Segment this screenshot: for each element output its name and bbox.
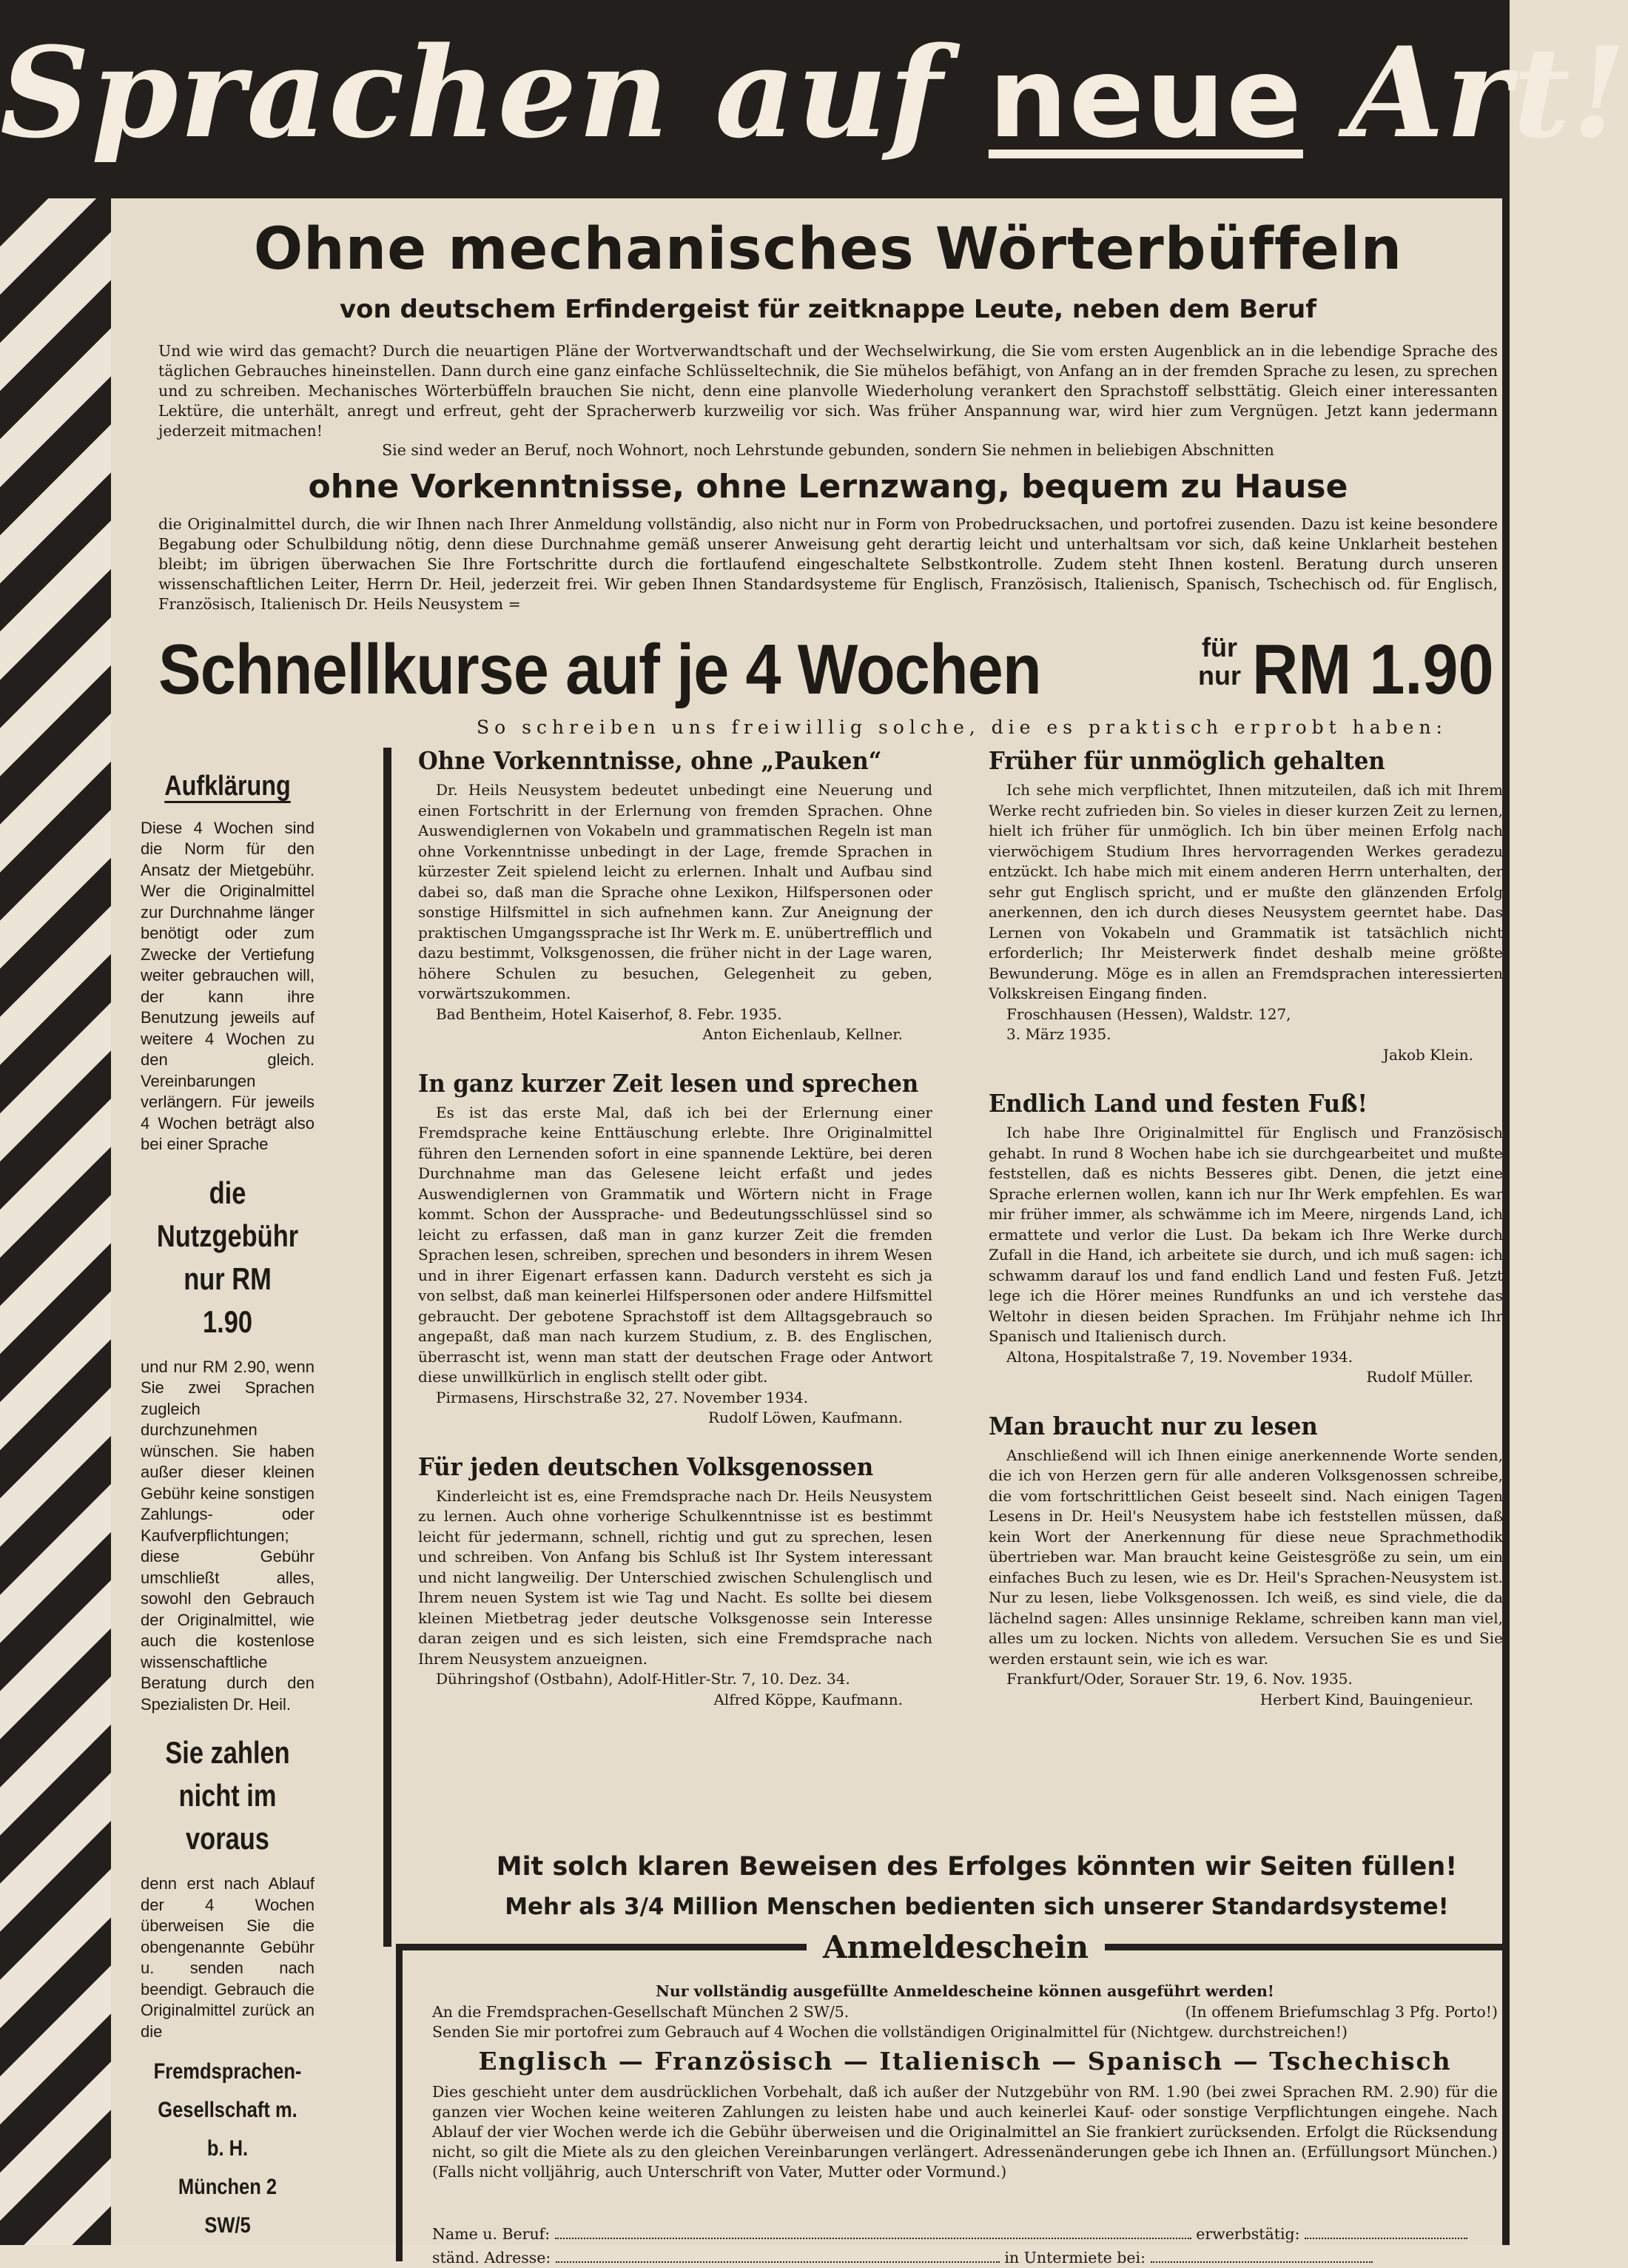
sidebar-highlight-1 — [156, 1172, 299, 1343]
price-amount: RM 1.90 — [1252, 630, 1494, 709]
testimonial-body: Ich habe Ihre Originalmittel für Englisch und Französisch gehabt. In rund 8 Wochen habe ich sie durchgearbeitet und mußte feststellen, daß es nichts Besseres gibt. Denen, die jetzt eine Sprache erlernen wollen, kann ich nur Ihr Werk empfehlen. Es war mir früher immer, als schwämme ich im Meere, nirgends Land, ich ermattete und verlor die Lust. Da bekam ich Ihre Werke durch Zufall in die Hand, ich arbeitete sie durch, und ich muß sagen: ich schwamm darauf los und fand endlich Land und festen Fuß. Jetzt lege ich die Hörer meines Rundfunks an und ich verstehe das Weltohr in diesen beiden Sprachen. Im Frühjahr nehme ich Ihr Spanisch und Italienisch durch. — [989, 1124, 1503, 1345]
sub-heading: Ohne mechanisches Wörterbüffeln — [253, 216, 1403, 283]
testimonial-heading: Man braucht nur zu lesen — [989, 1411, 1318, 1440]
sidebar-highlight-1b: nur RM 1.90 — [184, 1261, 272, 1339]
form-address: An die Fremdsprachen-Gesellschaft München 2 SW/5. — [432, 2003, 850, 2021]
testimonial-heading: In ganz kurzer Zeit lesen und sprechen — [418, 1068, 919, 1098]
intro-closing: Sie sind weder an Beruf, noch Wohnort, noch Lehrstunde gebunden, sondern Sie nehmen in beliebigen Abschnitten — [382, 441, 1274, 459]
section-heading: ohne Vorkenntnisse, ohne Lernzwang, bequem zu Hause — [308, 468, 1348, 506]
form-title: Anmeldeschein — [807, 1928, 1105, 1967]
form-order-text: Senden Sie mir portofrei zum Gebrauch auf 4 Wochen die vollständigen Originalmittel für (Nichtgew. durchstreichen!) — [432, 2023, 1348, 2041]
sidebar-text-2: und nur RM 2.90, wenn Sie zwei Sprachen zugleich durchzunehmen wünschen. Sie haben außer dieser kleinen Gebühr keine sonstigen Zahlungs- oder Kaufverpflichtungen; diese Gebühr umschließt alles, sowohl den Gebrauch der Originalmittel, wie auch die kostenlose wissenschaftliche Beratung durch den Spezialisten Dr. Heil. — [141, 1357, 314, 1714]
company-line-2: Gesellschaft m. b. H. — [158, 2098, 297, 2161]
job-field[interactable] — [1305, 2238, 1467, 2239]
form-conditions: Dies geschieht unter dem ausdrücklichen Vorbehalt, daß ich außer der Nutzgebühr von RM. 1.90 (bei zwei Sprachen RM. 2.90) für die ganzen vier Wochen keine weiteren Zahlungen zu leisten habe und auch keinerlei Kauf- oder sonstige Verpflichtungen eingehe. Nach Ablauf der vier Wochen werde ich die Gebühr überweisen und die Originalmittel an Sie frankiert zurücksenden. Erfolgt die Rücksendung nicht, so gilt die Miete als zu den gleichen Vereinbarungen verlängert. Adressenänderungen gebe ich Ihnen an. (Erfüllungsort München.) (Falls nicht volljährig, auch Unterschrift von Vater, Mutter oder Vormund.) — [432, 2083, 1498, 2181]
sidebar-company — [154, 2053, 302, 2245]
testimonial-date: 3. März 1935. — [1006, 1025, 1111, 1043]
address-field[interactable] — [556, 2261, 1000, 2263]
address-label: ständ. Adresse: — [432, 2249, 551, 2267]
testimonial-place: Froschhausen (Hessen), Waldstr. 127, — [1006, 1004, 1291, 1023]
testimonial-author: Anton Eichenlaub, Kellner. — [702, 1025, 903, 1043]
testimonial-heading: Ohne Vorkenntnisse, ohne „Pauken“ — [418, 746, 882, 775]
name-label: Name u. Beruf: — [432, 2225, 551, 2243]
proof-count: Mehr als 3/4 Million Menschen bedienten sich unserer Standardsysteme! — [505, 1893, 1449, 1920]
sidebar-title: Aufklärung — [164, 771, 291, 802]
headline — [0, 7, 1628, 184]
sublet-field[interactable] — [1151, 2261, 1373, 2263]
company-line-1: Fremdsprachen- — [153, 2059, 302, 2084]
testimonial-heading: Für jeden deutschen Volksgenossen — [418, 1452, 874, 1481]
testimonial — [418, 745, 932, 1045]
headline-part3: Art! — [1302, 19, 1628, 166]
testimonial — [989, 1087, 1503, 1388]
testimonial-heading: Endlich Land und festen Fuß! — [989, 1089, 1368, 1118]
sidebar-highlight-2a: Sie zahlen — [165, 1735, 290, 1770]
testimonial-body: Es ist das erste Mal, daß ich bei der Erlernung einer Fremdsprache keine Enttäuschung erlebte. Ihre Originalmittel führen den Lernenden sofort in eine spannende Lektüre, bei deren Durchnahme man das Gelesene leicht erfaßt und jedes Auswendiglernen von Grammatik und Wörtern nicht in Frage kommt. Schon der Aussprache- und Bedeutungsschlüssel sind so leicht zu erfassen, daß man in ganz kurzer Zeit die fremden Sprachen lesen, schreiben, sprechen und besonders in ihrem Wesen und in ihrer Eigenart erfassen kann. Dadurch versteht es sich ja von selbst, daß man keinerlei Hilfspersonen oder andere Hilfsmittel gebraucht. Der gebotene Sprachstoff ist dem Alltagsgebrauch so angepaßt, daß man nach kurzem Studium, z. B. des Englischen, überrascht ist, wenn man statt der deutschen Frage oder Antwort diese unwillkürlich in englisch stellt oder gibt. — [418, 1103, 932, 1386]
vertical-divider — [383, 748, 391, 1947]
sidebar-highlight-1a: die Nutzgebühr — [156, 1175, 299, 1253]
testimonial-column-left — [418, 745, 932, 1732]
testimonial — [989, 745, 1503, 1065]
testimonial-author: Alfred Köppe, Kaufmann. — [713, 1690, 903, 1708]
sidebar — [141, 771, 314, 2245]
sidebar-highlight-2b: nicht im voraus — [178, 1778, 277, 1856]
form-note: Nur vollständig ausgefüllte Anmeldescheine können ausgeführt werden! — [656, 1982, 1274, 2000]
section-paragraph: die Originalmittel durch, die wir Ihnen nach Ihrer Anmeldung vollständig, also nicht nur in Form von Probedrucksachen, und portofrei zusenden. Dazu ist keine besondere Begabung oder Schulbildung nötig, denn diese Durchnahme gemäß unserer Anweisung geht derartig leicht und unterhaltsam vor sich, daß keine Unklarheit bestehen bleibt; im übrigen überwachen Sie Ihre Fortschritte durch die fortlaufend eingeschaltete Selbstkontrolle. Zudem steht Ihnen kostenl. Beratung durch unseren wissenschaftlichen Leiter, Herrn Dr. Heil, jederzeit frei. Wir geben Ihnen Standardsysteme für Englisch, Französisch, Italienisch, Spanisch, Tschechisch od. für Englisch, Französisch, Italienisch Dr. Heils Neusystem = — [158, 515, 1498, 613]
testimonial-author: Herbert Kind, Bauingenieur. — [1259, 1690, 1473, 1708]
headline-part2: neue — [988, 34, 1303, 163]
sidebar-text-1: Diese 4 Wochen sind die Norm für den Ansatz der Mietgebühr. Wer die Originalmittel zur Durchnahme länger benötigt oder zum Zwecke der Vertiefung weiter gebrauchen will, der kann ihre Benutzung jeweils auf weitere 4 Wochen zu den gleich. Vereinbarungen verlängern. Für jeweils 4 Wochen beträgt also bei einer Sprache — [141, 818, 314, 1153]
price-nur: nur — [1198, 660, 1241, 691]
name-field[interactable] — [555, 2238, 1191, 2239]
testimonial — [989, 1410, 1503, 1711]
testimonial-author: Jakob Klein. — [1382, 1045, 1473, 1064]
form-address-line — [432, 2002, 1498, 2022]
sidebar-text-3: denn erst nach Ablauf der 4 Wochen überweisen Sie die obengenannte Gebühr u. senden nach beendigt. Gebrauch die Originalmittel zurück an die — [141, 1874, 314, 2041]
price-line — [158, 629, 1498, 711]
headline-part1: Sprachen auf — [0, 19, 989, 166]
sub-tagline: von deutschem Erfindergeist für zeitknappe Leute, neben dem Beruf — [339, 295, 1317, 324]
testimonial-body: Dr. Heils Neusystem bedeutet unbedingt eine Neuerung und einen Fortschritt in der Erlernung von fremden Sprachen. Ohne Auswendiglernen von Vokabeln und grammatischen Regeln ist man ohne Vorkenntnisse unbedingt in der Lage, fremde Sprachen in kürzester Zeit spielend leicht zu erlernen. Inhalt und Aufbau sind dabei so, daß man die Sprache ohne Lexikon, Hilfspersonen oder sonstige Hilfsmittel in sich aufnehmen kann. Zur Aneignung der praktischen Umgangssprache ist Ihr Werk m. E. unübertrefflich und dazu bestimmt, Volksgenossen, die früher nicht in der Lage waren, höhere Schulen zu besuchen, Gelegenheit zu geben, vorwärtszukommen. — [418, 781, 932, 1002]
headline-band — [0, 0, 1628, 198]
sidebar-highlight-2 — [156, 1731, 299, 1860]
testimonial-heading: Früher für unmöglich gehalten — [989, 746, 1385, 775]
price-fuer-nur — [1198, 634, 1241, 690]
company-line-3: München 2 SW/5 — [178, 2175, 278, 2238]
price-line-text: Schnellkurse auf je 4 Wochen — [158, 630, 1041, 709]
intro-paragraph: Und wie wird das gemacht? Durch die neuartigen Pläne der Wortverwandtschaft und der Wechselwirkung, die Sie vom ersten Augenblick an in die lebendige Sprache des täglichen Gebrauches hineinstellen. Dann durch eine ganz einfache Schlüsseltechnik, die Sie mühelos befähigt, von Anfang an in der fremden Sprache zu lesen, zu sprechen und zu schreiben. Mechanisches Wörterbüffeln brauchen Sie nicht, denn eine planvolle Wiederholung verankert den Sprachstoff selbsttätig. Gleich einer interessanten Lektüre, die unterhält, anregt und erfreut, geht der Spracherwerb kurzweilig vor sich. Was früher Anspannung war, wird hier zum Vergnügen. Jetzt kann jedermann jederzeit mitmachen! — [158, 342, 1498, 440]
testimonial-author: Rudolf Löwen, Kaufmann. — [708, 1409, 903, 1426]
testimonial-author: Rudolf Müller. — [1366, 1368, 1473, 1386]
form-language-options[interactable]: Englisch — Französisch — Italienisch — Spanisch — Tschechisch — [478, 2047, 1452, 2076]
striped-border — [0, 198, 111, 2245]
proof-statement: Mit solch klaren Beweisen des Erfolges könnten wir Seiten füllen! — [496, 1852, 1458, 1882]
testimonial-place: Frankfurt/Oder, Sorauer Str. 19, 6. Nov. 1935. — [1006, 1670, 1353, 1688]
job-label: erwerbstätig: — [1196, 2225, 1300, 2243]
form-postage-note: (In offenem Briefumschlag 3 Pfg. Porto!) — [1185, 2003, 1498, 2021]
testimonial-column-right — [989, 745, 1503, 1732]
testimonial-body: Kinderleicht ist es, eine Fremdsprache nach Dr. Heils Neusystem zu lernen. Auch ohne vorherige Schulkenntnisse ist es bestimmt leicht für jedermann, schnell, richtig und gut zu sprechen, lesen und schreiben. Von Anfang bis Schluß ist Ihr System interessant und nicht langweilig. Der Unterschied zwischen Schulenglisch und Ihrem neuen System ist wie Tag und Nacht. Es sollte bei diesem kleinen Mietbetrag jeder deutsche Volksgenosse sein Interesse daran zeigen und es sich leisten, sich eine Fremdsprache nach Ihrem Neusystem anzueignen. — [418, 1486, 932, 1668]
testimonial-body: Anschließend will ich Ihnen einige anerkennende Worte senden, die ich von Herzen gern für alle anderen Volksgenossen schreibe, die vom fortschrittlichen Geist beseelt sind. Nach einigen Tagen Lesens in Dr. Heil's Neusystem habe ich feststellen müssen, daß kein Wort der Anerkennung für diese neue Sprachmethodik übertrieben war. Man braucht keine Geistesgröße zu sein, um ein einfaches Buch zu lesen, wie es Dr. Heil's Sprachen-Neusystem ist. Nur zu lesen, liebe Volksgenossen. Ich weiß, es sind viele, die da lächelnd sagen: Alles unsinnige Reklame, schreiben kann man viel, alles um zu locken. Nichts von alledem. Versuchen Sie es und Sie werden erstaunt sein, wie ich es war. — [989, 1446, 1503, 1668]
testimonial — [418, 1451, 932, 1711]
form-address-row — [432, 2248, 1498, 2268]
form-name-row — [432, 2224, 1498, 2244]
testimonial-place: Pirmasens, Hirschstraße 32, 27. November 1934. — [436, 1388, 809, 1406]
testimonial — [418, 1067, 932, 1429]
registration-form — [396, 1929, 1509, 2267]
testimonial-place: Dühringshof (Ostbahn), Adolf-Hitler-Str. 7, 10. Dez. 34. — [436, 1670, 850, 1688]
testimonial-place: Altona, Hospitalstraße 7, 19. November 1934. — [1006, 1347, 1353, 1366]
content-area — [111, 198, 1503, 2267]
testimonial-intro: So schreiben uns freiwillig solche, die es praktisch erprobt haben: — [477, 717, 1447, 738]
price-fuer: für — [1202, 632, 1237, 662]
sublet-label: in Untermiete bei: — [1004, 2249, 1146, 2267]
testimonial-body: Ich sehe mich verpflichtet, Ihnen mitzuteilen, daß ich mit Ihrem Werke recht zufrieden bin. So vieles in dieser kurzen Zeit zu lernen, hielt ich früher für unmöglich. Ich bin über meinen Erfolg nach vierwöchigem Studium Ihres hervorragenden Werkes geradezu entzückt. Ich habe mich mit einem anderen Herrn unterhalten, der sehr gut Englisch spricht, und er mußte den glänzenden Erfolg anerkennen, den ich durch dieses Neusystem geerntet habe. Das Lernen von Vokabeln und Grammatik ist tatsächlich nicht erforderlich; Ihr Meisterwerk findet deshalb meine größte Bewunderung. Möge es in allen an Fremdsprachen interessierten Volkskreisen Eingang finden. — [989, 781, 1503, 1002]
testimonial-place: Bad Bentheim, Hotel Kaiserhof, 8. Febr. 1935. — [436, 1004, 782, 1023]
